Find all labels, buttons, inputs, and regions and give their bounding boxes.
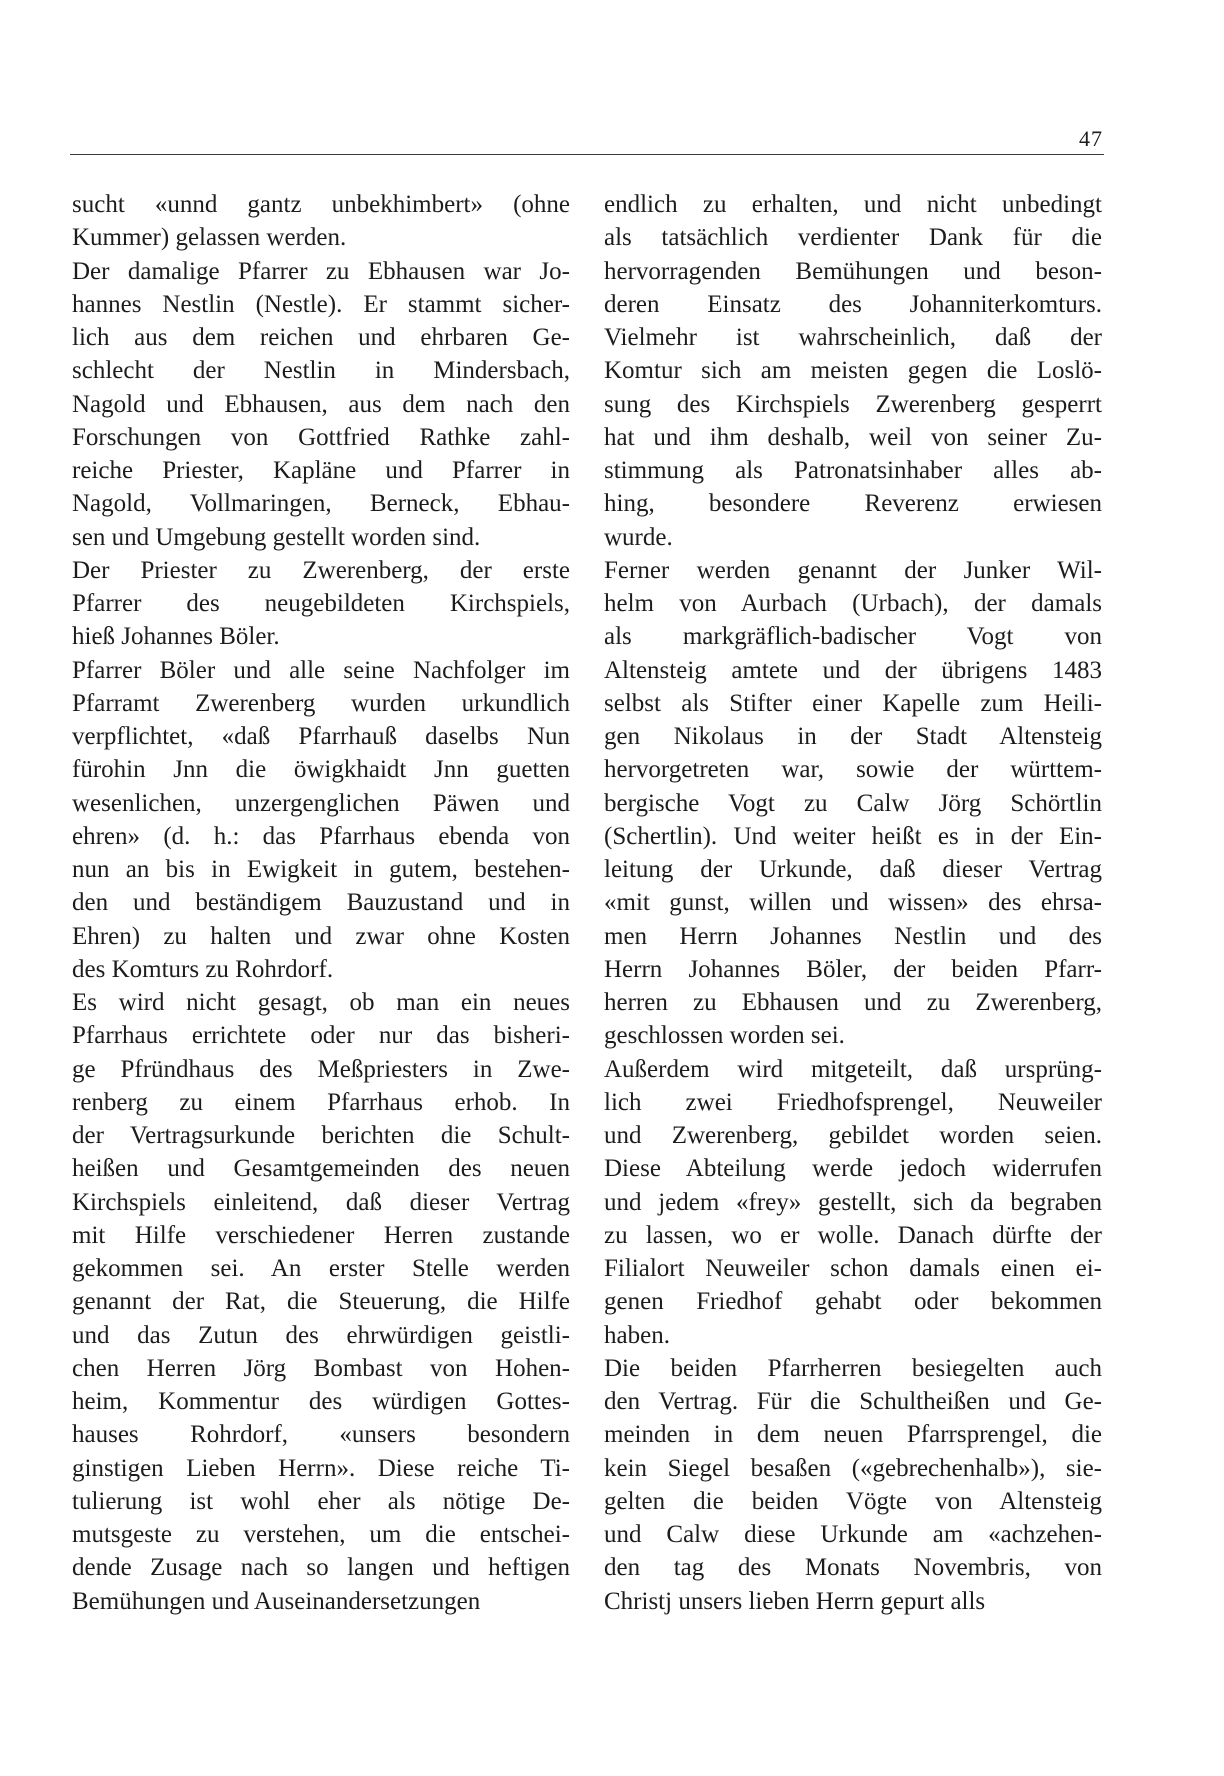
text-line: Die beiden Pfarrherren besiegelten auch [604, 1354, 1102, 1382]
text-line: Ferner werden genannt der Junker Wil- [604, 556, 1102, 584]
right-column [604, 188, 1102, 1618]
text-line: Vielmehr ist wahrscheinlich, daß der [604, 324, 1102, 351]
text-line: hervorgetreten war, sowie der württem- [604, 756, 1102, 784]
text-line: geschlossen worden sei. [604, 1022, 845, 1050]
text-line: gelten die beiden Vögte von Altensteig [604, 1487, 1102, 1515]
text-line: Christj unsers lieben Herrn gepurt alls [604, 1587, 986, 1615]
text-line: Pfarrer des neugebildeten Kirchspiels, [72, 590, 570, 617]
text-line: meinden in dem neuen Pfarrsprengel, die [604, 1421, 1102, 1449]
paragraph [72, 188, 570, 255]
text-line: Es wird nicht gesagt, ob man ein neues [72, 989, 570, 1016]
text-line: haben. [604, 1321, 670, 1349]
text-line: schlecht der Nestlin in Mindersbach, [72, 357, 570, 385]
text-line: hauses Rohrdorf, «unsers besondern [72, 1421, 570, 1449]
text-line: helm von Aurbach (Urbach), der damals [604, 590, 1102, 617]
paragraph [604, 554, 1102, 1053]
text-line: bergische Vogt zu Calw Jörg Schörtlin [604, 789, 1102, 817]
paragraph [72, 986, 570, 1618]
text-line: hieß Johannes Böler. [72, 623, 280, 651]
text-line: hannes Nestlin (Nestle). Er stammt sicher- [72, 290, 570, 318]
text-line: Komtur sich am meisten gegen die Loslö- [604, 357, 1102, 385]
text-line: Pfarrhaus errichtete oder nur das bisheri- [72, 1022, 570, 1050]
text-line: als tatsächlich verdienter Dank für die [604, 224, 1102, 252]
text-line: mit Hilfe verschiedener Herren zustande [72, 1221, 570, 1249]
text-line: fürohin Jnn die öwigkhaidt Jnn guetten [72, 756, 570, 784]
text-line: Herrn Johannes Böler, der beiden Pfarr- [604, 955, 1102, 983]
paragraph [604, 1352, 1102, 1618]
text-line: Diese Abteilung werde jedoch widerrufen [604, 1155, 1102, 1183]
paragraph [604, 188, 1102, 554]
paragraph [72, 554, 570, 654]
text-line: Pfarramt Zwerenberg wurden urkundlich [72, 689, 570, 717]
text-line: ehren» (d. h.: das Pfarrhaus ebenda von [72, 822, 570, 850]
text-line: heißen und Gesamtgemeinden des neuen [72, 1155, 570, 1183]
text-line: leitung der Urkunde, daß dieser Vertrag [604, 856, 1102, 883]
header-rule [70, 154, 1104, 155]
text-line: den tag des Monats Novembris, von [604, 1554, 1102, 1582]
text-line: sung des Kirchspiels Zwerenberg gesperrt [604, 390, 1102, 418]
text-line: wesenlichen, unzergenglichen Päwen und [72, 789, 570, 817]
text-line: stimmung als Patronatsinhaber alles ab- [604, 457, 1102, 484]
text-line: Nagold und Ebhausen, aus dem nach den [72, 390, 570, 418]
text-line: und Calw diese Urkunde am «achzehen- [604, 1521, 1102, 1548]
text-line: «mit gunst, willen und wissen» des ehrsa- [604, 889, 1102, 917]
text-line: hat und ihm deshalb, weil von seiner Zu- [604, 423, 1102, 451]
text-line: den Vertrag. Für die Schultheißen und Ge- [604, 1388, 1102, 1415]
text-line: tulierung ist wohl eher als nötige De- [72, 1487, 570, 1515]
text-line: wurde. [604, 523, 673, 551]
text-line: Ehren) zu halten und zwar ohne Kosten [72, 922, 570, 950]
text-line: heim, Kommentur des würdigen Gottes- [72, 1388, 570, 1415]
text-line: ge Pfründhaus des Meßpriesters in Zwe- [72, 1055, 570, 1083]
text-line: genen Friedhof gehabt oder bekommen [604, 1288, 1102, 1316]
text-line: lich aus dem reichen und ehrbaren Ge- [72, 324, 570, 351]
text-line: Der Priester zu Zwerenberg, der erste [72, 556, 570, 584]
text-line: Filialort Neuweiler schon damals einen ei- [604, 1255, 1102, 1282]
text-line: und das Zutun des ehrwürdigen geistli- [72, 1321, 570, 1349]
text-line: und jedem «frey» gestellt, sich da begraben [604, 1188, 1102, 1216]
text-line: endlich zu erhalten, und nicht unbedingt [604, 191, 1102, 218]
text-line: herren zu Ebhausen und zu Zwerenberg, [604, 989, 1102, 1016]
text-line: Kummer) gelassen werden. [72, 224, 347, 252]
text-line: sucht «unnd gantz unbekhimbert» (ohne [72, 191, 570, 218]
paragraph [72, 654, 570, 987]
text-line: selbst als Stifter einer Kapelle zum Heili- [604, 689, 1102, 717]
text-line: renberg zu einem Pfarrhaus erhob. In [72, 1088, 570, 1116]
text-line: Pfarrer Böler und alle seine Nachfolger im [72, 656, 570, 684]
text-line: lich zwei Friedhofsprengel, Neuweiler [604, 1088, 1102, 1116]
text-line: verpflichtet, «daß Pfarrhauß daselbs Nun [72, 723, 570, 750]
text-line: reiche Priester, Kapläne und Pfarrer in [72, 457, 570, 484]
text-line: Außerdem wird mitgeteilt, daß ursprüng- [604, 1055, 1102, 1083]
text-line: nun an bis in Ewigkeit in gutem, bestehen- [72, 856, 570, 883]
text-line: men Herrn Johannes Nestlin und des [604, 922, 1102, 950]
text-line: gen Nikolaus in der Stadt Altensteig [604, 723, 1102, 750]
text-line: Forschungen von Gottfried Rathke zahl- [72, 423, 570, 451]
left-column [72, 188, 570, 1618]
text-line: und Zwerenberg, gebildet worden seien. [604, 1122, 1102, 1149]
text-line: mutsgeste zu verstehen, um die entschei- [72, 1521, 570, 1548]
text-line: deren Einsatz des Johanniterkomturs. [604, 290, 1102, 318]
text-line: genannt der Rat, die Steuerung, die Hilfe [72, 1288, 570, 1316]
text-line: gekommen sei. An erster Stelle werden [72, 1255, 570, 1282]
text-line: Nagold, Vollmaringen, Berneck, Ebhau- [72, 490, 570, 518]
text-line: zu lassen, wo er wolle. Danach dürfte der [604, 1221, 1102, 1249]
text-line: Altensteig amtete und der übrigens 1483 [604, 656, 1102, 684]
text-line: den und beständigem Bauzustand und in [72, 889, 570, 917]
text-line: Kirchspiels einleitend, daß dieser Vertrag [72, 1188, 570, 1216]
text-line: des Komturs zu Rohrdorf. [72, 955, 334, 983]
text-line: kein Siegel besaßen («gebrechenhalb»), sie- [604, 1454, 1102, 1482]
paragraph [72, 255, 570, 554]
text-line: Bemühungen und Auseinandersetzungen [72, 1587, 481, 1615]
page-number: 47 [1079, 126, 1103, 151]
text-line: ginstigen Lieben Herrn». Diese reiche Ti- [72, 1454, 570, 1482]
text-line: sen und Umgebung gestellt worden sind. [72, 523, 481, 551]
text-line: Der damalige Pfarrer zu Ebhausen war Jo- [72, 257, 570, 285]
paragraph [604, 1053, 1102, 1352]
text-line: chen Herren Jörg Bombast von Hohen- [72, 1354, 570, 1382]
text-line: dende Zusage nach so langen und heftigen [72, 1554, 570, 1582]
text-line: hing, besondere Reverenz erwiesen [604, 490, 1102, 518]
text-line: der Vertragsurkunde berichten die Schult- [72, 1122, 570, 1149]
text-line: als markgräflich-badischer Vogt von [604, 623, 1102, 651]
text-line: hervorragenden Bemühungen und beson- [604, 257, 1102, 285]
text-line: (Schertlin). Und weiter heißt es in der Ein- [604, 822, 1102, 850]
